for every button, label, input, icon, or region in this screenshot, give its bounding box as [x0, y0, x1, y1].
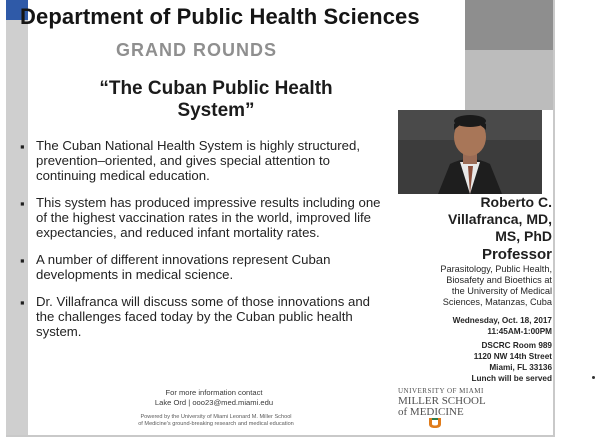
bullet-icon: ▪ [20, 139, 25, 154]
speaker-photo [398, 110, 542, 194]
bullet-icon: ▪ [20, 253, 25, 268]
bullet-item: ▪ Dr. Villafranca will discuss some of those innovations and the challenges faced today by the Cuban public health system. [20, 294, 371, 339]
event-location: DSCRC Room 989 1120 NW 14th Street Miami, FL 33136 Lunch will be served [471, 341, 552, 383]
talk-title: “The Cuban Public Health System” [99, 78, 333, 121]
speaker-name: Roberto C. Villafranca, MD, MS, PhD [447, 194, 552, 244]
bullet-item: ▪ A number of different innovations represent Cuban developments in medical science. [20, 252, 331, 282]
department-title: Department of Public Health Sciences [20, 4, 420, 29]
gray-corner-block [465, 0, 553, 50]
bullet-icon: ▪ [20, 196, 25, 211]
stray-mark [592, 376, 595, 379]
event-datetime: Wednesday, Oct. 18, 2017 11:45AM-1:00PM [452, 316, 552, 336]
bullet-item: ▪ The Cuban National Health System is highly structured, prevention–oriented, and gives special attention to continuing medical education. [20, 138, 360, 183]
bullet-list [18, 138, 384, 351]
university-logo: UNIVERSITY OF MIAMI MILLER SCHOOL of MEDICINE [398, 387, 558, 418]
powered-by-note: Powered by the University of Miami Leonard M. Miller School of Medicine's ground-breaking research and medical education [138, 414, 294, 427]
grand-rounds-heading: GRAND ROUNDS [116, 40, 278, 60]
speaker-affiliation: Parasitology, Public Health, Biosafety and Bioethics at the University of Medical Sciences, Matanzas, Cuba [440, 264, 552, 307]
flyer [6, 0, 555, 437]
speaker-portrait-image [398, 110, 542, 194]
bullet-item: ▪ This system has produced impressive results including one of the highest vaccination rates in the world, improved life expectancies, and reduced infant mortality rates. [20, 195, 381, 240]
bullet-icon: ▪ [20, 295, 25, 310]
u-logo-icon [428, 418, 442, 428]
light-gray-corner-block [465, 50, 553, 110]
speaker-title: Professor [481, 246, 552, 263]
contact-info: For more information contact Lake Ord | ooo23@med.miami.edu [154, 388, 274, 407]
